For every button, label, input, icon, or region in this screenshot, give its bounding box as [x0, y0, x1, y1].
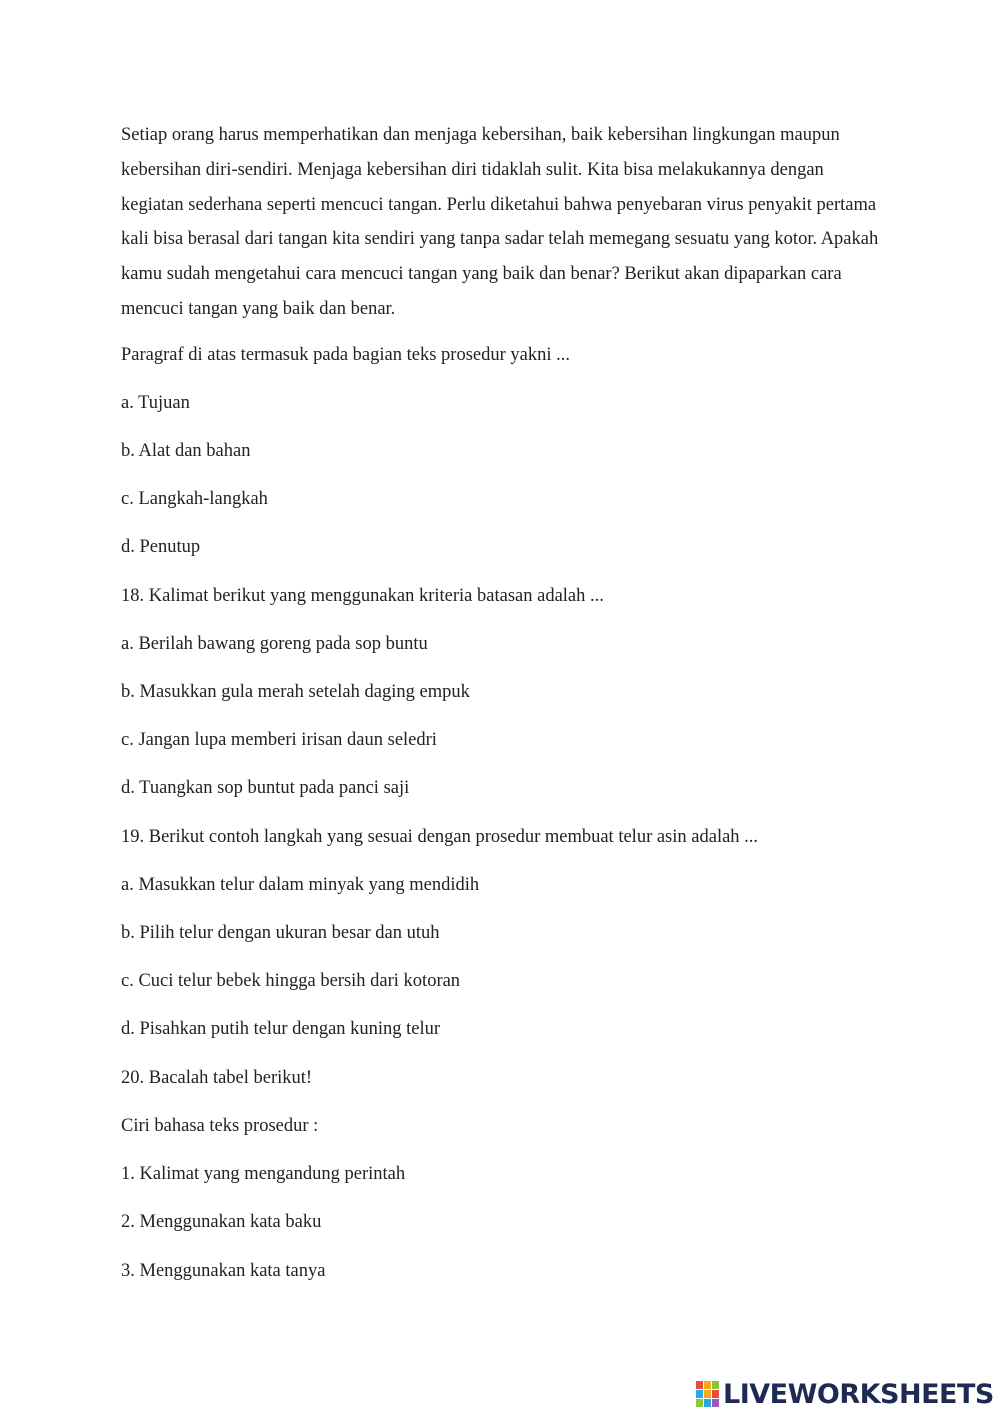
q18-option-a: a. Berilah bawang goreng pada sop buntu — [121, 634, 428, 654]
q20-item-1: 1. Kalimat yang mengandung perintah — [121, 1164, 406, 1184]
logo-grid-icon — [696, 1381, 719, 1407]
question-20: 20. Bacalah tabel berikut! — [121, 1068, 313, 1088]
q18-option-d: d. Tuangkan sop buntut pada panci saji — [121, 778, 410, 798]
logo-cell — [704, 1399, 711, 1407]
question-18: 18. Kalimat berikut yang menggunakan kriteria batasan adalah ... — [121, 586, 604, 606]
q20-item-2: 2. Menggunakan kata baku — [121, 1212, 322, 1232]
q19-option-a: a. Masukkan telur dalam minyak yang mendidih — [121, 875, 480, 895]
logo-cell — [696, 1390, 703, 1398]
q18-option-b: b. Masukkan gula merah setelah daging empuk — [121, 682, 470, 702]
logo-cell — [712, 1381, 719, 1389]
reading-passage: Setiap orang harus memperhatikan dan menjaga kebersihan, baik kebersihan lingkungan maupun kebersihan diri-sendiri. Menjaga kebersihan diri tidaklah sulit. Kita bisa melakukannya dengan kegiatan sederhana seperti mencuci tangan. Perlu diketahui bahwa penyebaran virus penyakit pertama kali bisa berasal dari tangan kita sendiri yang tanpa sadar telah memegang sesuatu yang kotor. Apakah kamu sudah mengetahui cara mencuci tangan yang baik dan benar? Berikut akan dipaparkan cara mencuci tangan yang baik dan benar. — [121, 125, 879, 319]
logo-text: LIVEWORKSHEETS — [723, 1378, 994, 1410]
q17-option-d: d. Penutup — [121, 537, 201, 557]
q19-option-c: c. Cuci telur bebek hingga bersih dari kotoran — [121, 971, 461, 991]
q20-subtitle: Ciri bahasa teks prosedur : — [121, 1116, 319, 1136]
q19-option-b: b. Pilih telur dengan ukuran besar dan utuh — [121, 923, 440, 943]
q18-option-c: c. Jangan lupa memberi irisan daun seledri — [121, 730, 437, 750]
logo-cell — [712, 1399, 719, 1407]
question-19: 19. Berikut contoh langkah yang sesuai dengan prosedur membuat telur asin adalah ... — [121, 827, 759, 847]
question-17: Paragraf di atas termasuk pada bagian teks prosedur yakni ... — [121, 345, 570, 365]
logo-cell — [696, 1399, 703, 1407]
liveworksheets-logo[interactable] — [696, 1376, 994, 1412]
q17-option-a: a. Tujuan — [121, 393, 190, 413]
q19-option-d: d. Pisahkan putih telur dengan kuning telur — [121, 1019, 441, 1039]
q17-option-b: b. Alat dan bahan — [121, 441, 251, 461]
logo-cell — [696, 1381, 703, 1389]
logo-cell — [704, 1390, 711, 1398]
logo-cell — [704, 1381, 711, 1389]
q20-item-3: 3. Menggunakan kata tanya — [121, 1261, 326, 1281]
logo-cell — [712, 1390, 719, 1398]
q17-option-c: c. Langkah-langkah — [121, 489, 268, 509]
